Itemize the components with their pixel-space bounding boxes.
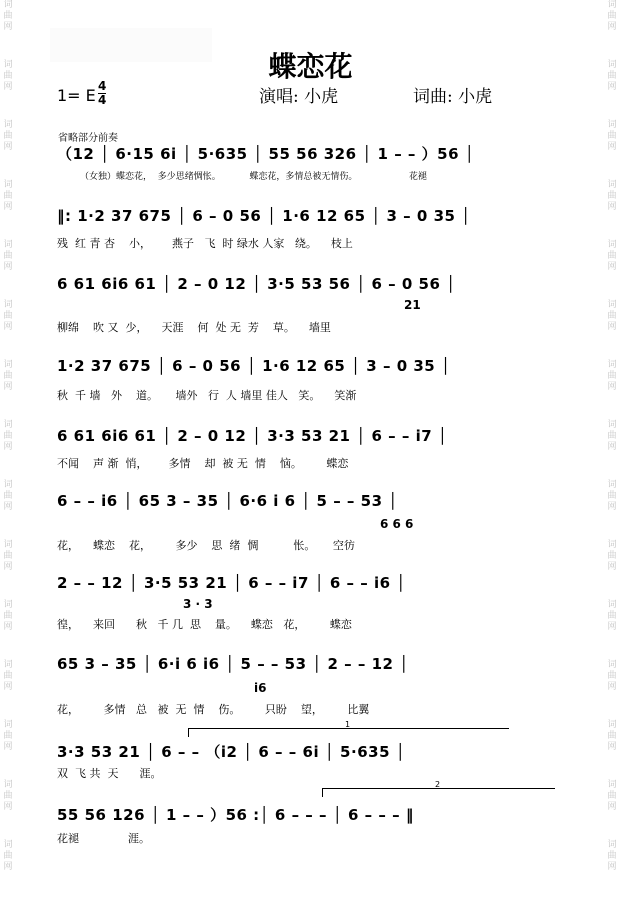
volta-bracket [322, 780, 555, 797]
watermark-text: 词 曲 网 [607, 300, 617, 332]
watermark-text: 词 曲 网 [3, 240, 13, 272]
volta-bracket [188, 720, 509, 737]
watermark-text: 词 曲 网 [607, 240, 617, 272]
time-signature-numerator: 4 [98, 79, 107, 93]
notation-line: 6 61 6i6 61 │ 2 – 0 12 │ 3·3 53 21 │ 6 – – i7 │ [57, 427, 448, 445]
watermark-text: 词 曲 网 [607, 0, 617, 32]
lyric-line: 秋 千 墙 外 道。 墙外 行 人 墙里 佳人 笑。 笑渐 [57, 389, 357, 402]
watermark-text: 词 曲 网 [607, 660, 617, 692]
watermark-text: 词 曲 网 [3, 120, 13, 152]
prelude-note: 省略部分前奏 [58, 133, 118, 144]
notation-line: 55 56 126 │ 1 – – ）56 :│ 6 – – – │ 6 – – – ‖ [57, 806, 414, 824]
watermark-text: 词 曲 网 [3, 840, 13, 872]
notation-line: 6 – – i6 │ 65 3 – 35 │ 6·6 i 6 │ 5 – – 53 │ [57, 492, 398, 510]
lyric-line: 残 红 青 杏 小， 燕子 飞 时 绿水 人家 绕。 枝上 [57, 237, 353, 250]
watermark-text: 词 曲 网 [607, 360, 617, 392]
notation-line: 1·2 37 675 │ 6 – 0 56 │ 1·6 12 65 │ 3 – 0 35 │ [57, 357, 451, 375]
lyric-line: 柳绵 吹 又 少， 天涯 何 处 无 芳 草。 墙里 [57, 321, 331, 334]
notation-line: 2 – – 12 │ 3·5 53 21 │ 6 – – i7 │ 6 – – i6 │ [57, 574, 406, 592]
lyric-line: （女独）蝶恋花， 多少思绪惆怅。 蝶恋花，多情总被无情伤。 花褪 [80, 172, 427, 182]
watermark-text: 词 曲 网 [3, 0, 13, 32]
watermark-text: 词 曲 网 [3, 600, 13, 632]
watermark-text: 词 曲 网 [3, 180, 13, 212]
singer: 演唱: 小虎 [259, 87, 339, 107]
harmony-notes: 6 6 6 [380, 517, 414, 531]
watermark-text: 词 曲 网 [607, 780, 617, 812]
watermark-text: 词 曲 网 [3, 420, 13, 452]
song-title: 蝶恋花 [268, 50, 353, 83]
lyric-line: 花， 多情 总 被 无 情 伤。 只盼 望， 比翼 [57, 703, 370, 716]
notation-line: 65 3 – 35 │ 6·i 6 i6 │ 5 – – 53 │ 2 – – 12 │ [57, 655, 409, 673]
watermark-text: 词 曲 网 [3, 720, 13, 752]
lyric-line: 不闻 声 渐 悄， 多情 却 被 无 情 恼。 蝶恋 [57, 457, 349, 470]
lyricist: 词曲: 小虎 [413, 87, 493, 107]
lyric-line: 双 飞 共 天 涯。 [57, 767, 162, 780]
watermark-text: 词 曲 网 [607, 60, 617, 92]
lyric-line: 花， 蝶恋 花， 多少 思 绪 惆 怅。 空彷 [57, 539, 355, 552]
volta-number: 2 [435, 780, 441, 789]
watermark-text: 词 曲 网 [607, 180, 617, 212]
watermark-text: 词 曲 网 [3, 660, 13, 692]
watermark-text: 词 曲 网 [3, 300, 13, 332]
watermark-text: 词 曲 网 [607, 480, 617, 512]
notation-line: ‖: 1·2 37 675 │ 6 – 0 56 │ 1·6 12 65 │ 3 – 0 35 │ [57, 207, 471, 225]
key-signature: 1= E [57, 86, 96, 105]
lyric-line: 花褪 涯。 [57, 832, 150, 845]
time-signature-denominator: 4 [98, 93, 107, 107]
watermark-text: 词 曲 网 [607, 600, 617, 632]
volta-number: 1 [345, 720, 351, 729]
watermark-text: 词 曲 网 [3, 780, 13, 812]
watermark-text: 词 曲 网 [607, 420, 617, 452]
harmony-notes: 21 [404, 298, 421, 312]
harmony-notes: i6 [254, 681, 267, 695]
watermark-text: 词 曲 网 [3, 540, 13, 572]
notation-line: （12 │ 6·15 6i │ 5·635 │ 55 56 326 │ 1 – – ）56 │ [57, 145, 475, 163]
watermark-text: 词 曲 网 [607, 840, 617, 872]
watermark-text: 词 曲 网 [607, 120, 617, 152]
watermark-text: 词 曲 网 [3, 60, 13, 92]
harmony-notes: 3 · 3 [183, 597, 213, 611]
notation-line: 3·3 53 21 │ 6 – – （i2 │ 6 – – 6i │ 5·635 │ [57, 743, 406, 761]
watermark-text: 词 曲 网 [3, 480, 13, 512]
notation-line: 6 61 6i6 61 │ 2 – 0 12 │ 3·5 53 56 │ 6 – 0 56 │ [57, 275, 456, 293]
watermark-text: 词 曲 网 [607, 540, 617, 572]
watermark-text: 词 曲 网 [3, 360, 13, 392]
watermark-text: 词 曲 网 [607, 720, 617, 752]
lyric-line: 徨， 来回 秋 千 几 思 量。 蝶恋 花， 蝶恋 [57, 618, 352, 631]
